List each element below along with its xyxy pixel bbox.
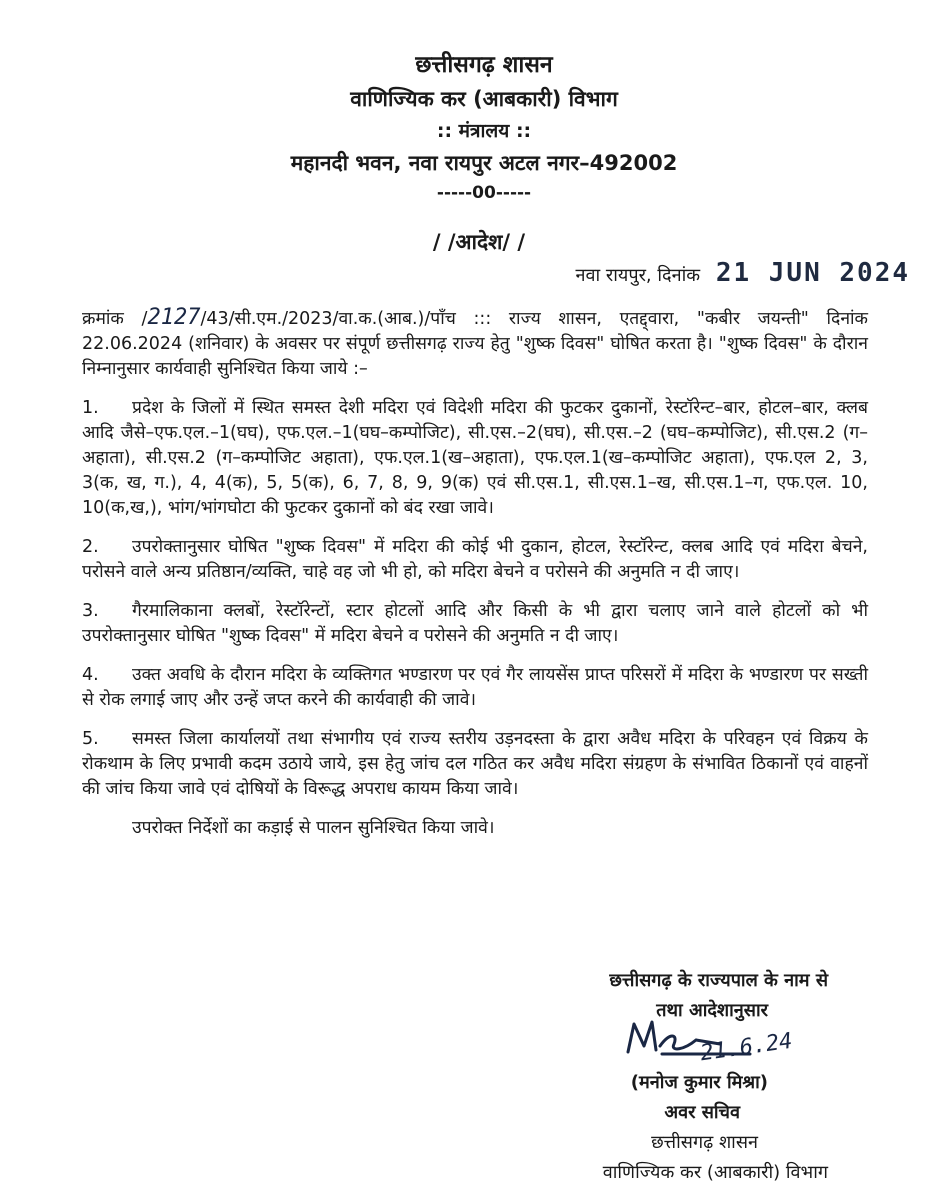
paragraph-number: 4. (82, 665, 99, 685)
paragraph-text: प्रदेश के जिलों में स्थित समस्त देशी मदिरा एवं विदेशी मदिरा की फुटकर दुकानों, रेस्टॉरेन्ट–बार, होटल–बार, क्लब आदि जैसे–एफ.एल.–1(घघ), एफ.एल.–1(घघ–कम्पोजिट), सी.एस.–2(घघ), सी.एस.–2 (घघ–कम्पोजिट), सी.एस.2 (ग–अहाता), सी.एस.2 (ग–कम्पोजिट अहाता), एफ.एल.1(ख–अहाता), एफ.एल.1(ख–कम्पोजिट अहाता), एफ.एल 2, 3, 3(क, ख, ग.), 4, 4(क), 5, 5(क), 6, 7, 8, 9, 9(क) एवं सी.एस.1, सी.एस.1–ख, सी.एस.1–ग, एफ.एल. 10, 10(क,ख,), भांग/भांगघोटा की फुटकर दुकानों को बंद रखा जावे। (82, 398, 868, 518)
header-separator: -----00----- (436, 183, 532, 203)
letterhead (0, 48, 938, 206)
signer-govt: छत्तीसगढ़ शासन (651, 1132, 758, 1153)
paragraph-text: उक्त अवधि के दौरान मदिरा के व्यक्तिगत भण्डारण पर एवं गैर लायसेंस प्राप्त परिसरों में मदिरा के भण्डारण पर सख्ती से रोक लगाई जाए और उन्हें जप्त करने की कार्यवाही की जावे। (82, 665, 868, 710)
dateline-place: नवा रायपुर, दिनांक (575, 265, 701, 286)
paragraph-number: 1. (82, 398, 99, 418)
office-address: महानदी भवन, नवा रायपुर अटल नगर–492002 (290, 151, 678, 175)
paragraph-text: उपरोक्तानुसार घोषित "शुष्क दिवस" में मदिरा की कोई भी दुकान, होटल, रेस्टॉरेन्ट, क्लब आदि एवं मदिरा बेचने, परोसने वाले अन्य प्रतिष्ठान/व्यक्ति, चाहे वह जो भी हो, को मदिरा बेचने व परोसने की अनुमति न दी जाए। (82, 537, 868, 582)
secretariat-label: :: मंत्रालय :: (436, 120, 532, 142)
handwritten-signature-date: 21.6.24 (698, 1028, 795, 1067)
govt-name: छत्तीसगढ़ शासन (415, 52, 553, 78)
paragraph-4 (82, 663, 868, 713)
order-title: / /आदेश/ / (432, 230, 526, 254)
handwritten-order-number: 2127 (147, 305, 201, 330)
signer-department: वाणिज्यिक कर (आबकारी) विभाग (602, 1162, 828, 1181)
dateline (576, 258, 911, 288)
reference-text: /43/सी.एम./2023/वा.क.(आब.)/पाँच ::: राज्य शासन, एतद्द्वारा, "कबीर जयन्ती" दिनांक 22.06.2024 (शनिवार) के अवसर पर संपूर्ण छत्तीसगढ़ राज्य हेतु "शुष्क दिवस" घोषित करता है। "शुष्क दिवस" के दौरान निम्नानुसार कार्यवाही सुनिश्चित किया जाये :– (82, 309, 868, 379)
paragraph-number: 3. (82, 601, 99, 621)
department-name: वाणिज्यिक कर (आबकारी) विभाग (350, 87, 618, 111)
paragraph-1 (82, 396, 868, 521)
paragraph-number: 5. (82, 729, 99, 749)
paragraph-3 (82, 599, 868, 649)
paragraph-2 (82, 535, 868, 585)
reference-prefix: क्रमांक / (82, 309, 148, 329)
closing-instruction: उपरोक्त निर्देशों का कड़ाई से पालन सुनिश्चित किया जावे। (132, 818, 495, 838)
authority-line-1: छत्तीसगढ़ के राज्यपाल के नाम से (609, 970, 828, 991)
paragraph-5 (82, 727, 868, 802)
signer-designation: अवर सचिव (664, 1102, 740, 1123)
signer-block (0, 1068, 938, 1181)
signer-name: (मनोज कुमार मिश्रा) (630, 1072, 768, 1093)
date-stamp: 21 JUN 2024 (715, 258, 910, 288)
reference-paragraph (82, 305, 868, 382)
paragraph-text: समस्त जिला कार्यालयों तथा संभागीय एवं राज्य स्तरीय उड़नदस्ता के द्वारा अवैध मदिरा के परिवहन एवं विक्रय के रोकथाम के लिए प्रभावी कदम उठाये जाये, इस हेतु जांच दल गठित कर अवैध मदिरा संग्रहण के संभावित ठिकानों एवं वाहनों की जांच किया जावे एवं दोषियों के विरूद्ध अपराध कायम किया जावे। (82, 729, 868, 799)
paragraph-number: 2. (82, 537, 99, 557)
paragraph-text: गैरमालिकाना क्लबों, रेस्टॉरेन्टों, स्टार होटलों आदि और किसी के भी द्वारा चलाए जाने वाले होटलों को भी उपरोक्तानुसार घोषित "शुष्क दिवस" में मदिरा बेचने व परोसने की अनुमति न दी जाए। (82, 601, 868, 646)
authority-line-2: तथा आदेशानुसार (656, 1000, 768, 1021)
order-body (82, 305, 868, 855)
